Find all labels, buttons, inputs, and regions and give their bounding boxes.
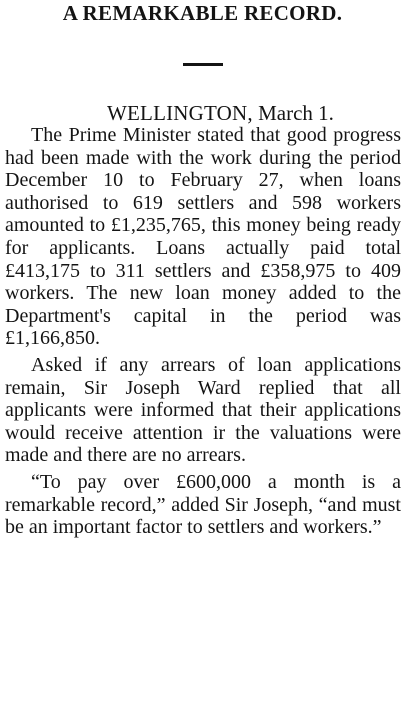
headline: A REMARKABLE RECORD.: [62, 1, 343, 25]
article-body: [5, 124, 401, 539]
dateline-place: WELLINGTON,: [107, 101, 253, 125]
headline-rule: [183, 63, 223, 66]
dateline-date: March 1.: [258, 101, 334, 125]
paragraph: Asked if any arrears of loan applications remain, Sir Joseph Ward replied that all applicants were informed that their applications would receive attention ir the valuations were made and there are no arrears.: [5, 353, 401, 467]
dateline: [107, 101, 334, 125]
paragraph: “To pay over £600,000 a month is a remarkable record,” added Sir Joseph, “and must be an important factor to settlers and workers.”: [5, 470, 401, 539]
paragraph: The Prime Minister stated that good progress had been made with the work during the period December 10 to February 27, when loans authorised to 619 settlers and 598 workers amounted to £1,235,765, this money being ready for applicants. Loans actually paid total £413,175 to 311 settlers and £358,975 to 409 workers. The new loan money added to the Department's capital in the period was £1,166,850.: [5, 124, 401, 350]
